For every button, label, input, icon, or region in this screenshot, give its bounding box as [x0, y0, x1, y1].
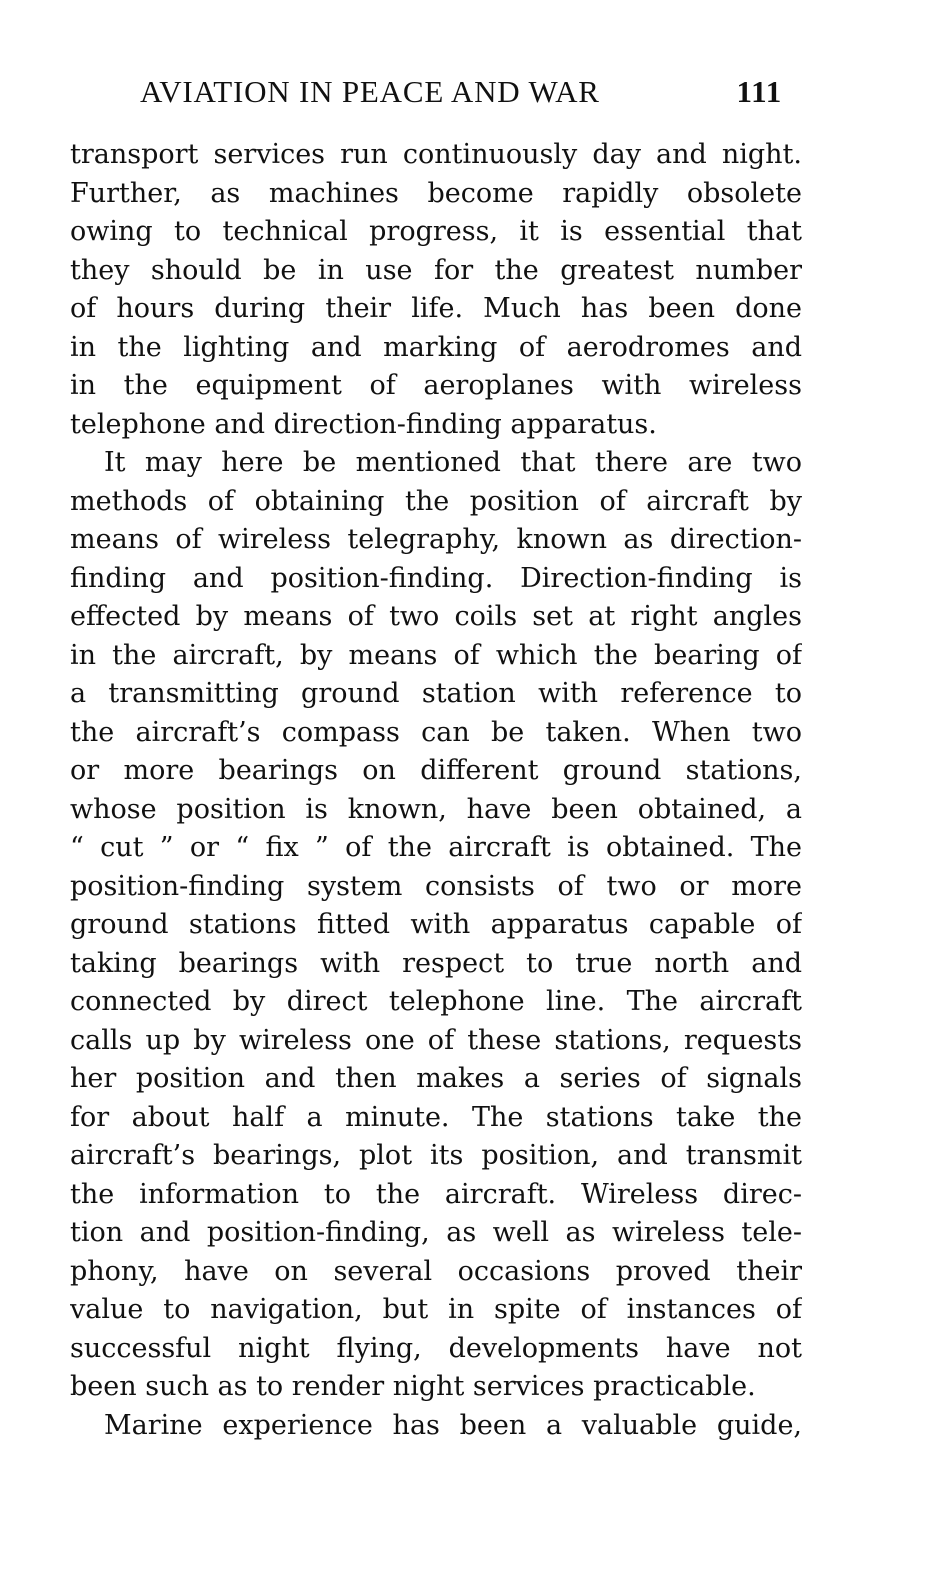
- text-line: Marine experience has been a valuable guide,: [104, 1409, 802, 1441]
- text-line: in the equipment of aeroplanes with wireless: [70, 370, 802, 401]
- text-line: Further, as machines become rapidly obsolete: [70, 177, 802, 209]
- text-line: in the lighting and marking of aerodromes and: [70, 331, 802, 363]
- text-line: been such as to render night services practicable.: [70, 1371, 756, 1402]
- text-line: a transmitting ground station with reference to: [70, 678, 802, 709]
- text-line: successful night flying, developments have not: [70, 1332, 802, 1364]
- text-line: ground stations fitted with apparatus capable of: [70, 909, 802, 940]
- text-line: taking bearings with respect to true north and: [70, 947, 802, 979]
- text-line: finding and position-finding. Direction-finding is: [70, 562, 802, 594]
- text-line: position-finding system consists of two or more: [70, 870, 802, 902]
- text-line: “ cut ” or “ fix ” of the aircraft is obtained. The: [70, 832, 802, 863]
- text-line: effected by means of two coils set at right angles: [70, 601, 802, 632]
- text-line: methods of obtaining the position of aircraft by: [70, 485, 802, 517]
- text-line: they should be in use for the greatest number: [70, 254, 802, 286]
- text-line: for about half a minute. The stations take the: [70, 1101, 802, 1133]
- text-line: the information to the aircraft. Wireless direc-: [70, 1178, 802, 1210]
- text-line: owing to technical progress, it is essential that: [70, 216, 802, 247]
- text-line: whose position is known, have been obtained, a: [70, 793, 802, 825]
- text-line: calls up by wireless one of these stations, requests: [70, 1024, 802, 1056]
- text-line: aircraft’s bearings, plot its position, and transmit: [70, 1140, 802, 1171]
- text-line: telephone and direction-finding apparatus.: [70, 408, 657, 440]
- text-line: or more bearings on different ground stations,: [70, 755, 802, 786]
- text-line: of hours during their life. Much has been done: [70, 293, 802, 324]
- text-line: the aircraft’s compass can be taken. When two: [70, 716, 802, 748]
- text-line: her position and then makes a series of signals: [70, 1063, 802, 1094]
- page-number: 111: [736, 74, 782, 109]
- running-head-title: AVIATION IN PEACE AND WAR: [140, 74, 600, 109]
- text-line: It may here be mentioned that there are two: [104, 447, 802, 478]
- text-line: means of wireless telegraphy, known as direction-: [70, 524, 802, 555]
- text-line: phony, have on several occasions proved their: [70, 1255, 802, 1287]
- body-text: [70, 136, 802, 1445]
- text-line: transport services run continuously day and night.: [70, 139, 802, 170]
- text-line: connected by direct telephone line. The aircraft: [70, 986, 802, 1017]
- text-line: value to navigation, but in spite of instances of: [70, 1294, 802, 1325]
- running-head: [140, 74, 820, 122]
- text-line: in the aircraft, by means of which the bearing of: [70, 639, 802, 671]
- text-line: tion and position-finding, as well as wireless tele-: [70, 1217, 802, 1248]
